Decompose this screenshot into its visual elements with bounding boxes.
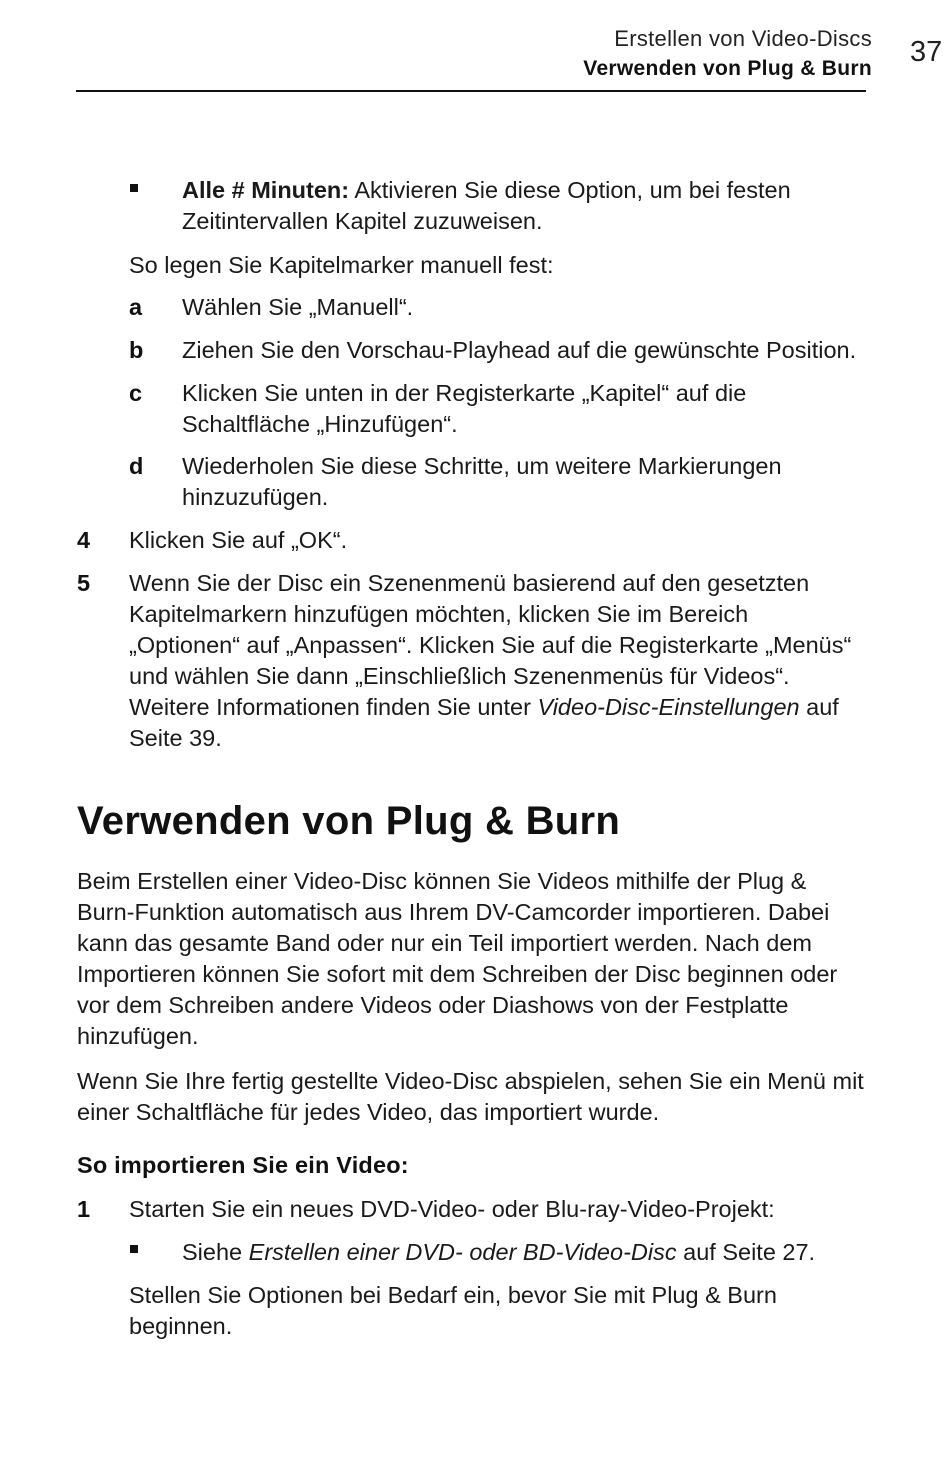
cross-reference-link[interactable]: Video-Disc-Einstellungen bbox=[537, 694, 800, 720]
step-line: Seite 39. bbox=[129, 725, 222, 751]
step-line: auf bbox=[799, 694, 839, 720]
substep-text bbox=[182, 451, 882, 513]
procedure-heading: So importieren Sie ein Video: bbox=[77, 1152, 409, 1178]
substep-text: Wählen Sie „Manuell“. bbox=[182, 294, 414, 320]
step-line: „Optionen“ auf „Anpassen“. Klicken Sie auf die Registerkarte „Menüs“ bbox=[129, 632, 852, 658]
substep-marker: b bbox=[129, 337, 144, 363]
substep-line: Klicken Sie unten in der Registerkarte „Kapitel“ auf die bbox=[182, 380, 747, 406]
header-section-title: Verwenden von Plug & Burn bbox=[583, 57, 872, 80]
step-number: 5 bbox=[77, 570, 91, 596]
paragraph-line: kann das gesamte Band oder nur ein Teil importiert werden. Nach dem bbox=[77, 930, 812, 956]
paragraph-line: Importieren können Sie sofort mit dem Schreiben der Disc beginnen oder bbox=[77, 961, 838, 987]
bullet-square-icon bbox=[130, 1245, 138, 1253]
closing-paragraph bbox=[129, 1280, 889, 1342]
substep-marker: a bbox=[129, 294, 143, 320]
step-line: Weitere Informationen finden Sie unter bbox=[129, 694, 538, 720]
substep-marker: d bbox=[129, 453, 144, 479]
page-number: 37 bbox=[910, 36, 943, 68]
substep-line: Wiederholen Sie diese Schritte, um weitere Markierungen bbox=[182, 453, 782, 479]
step-line: und wählen Sie dann „Einschließlich Szenenmenüs für Videos“. bbox=[129, 663, 790, 689]
running-header bbox=[583, 24, 872, 84]
step-number: 1 bbox=[77, 1196, 91, 1222]
option-term: Alle # Minuten: bbox=[182, 177, 350, 203]
intro-paragraph bbox=[77, 866, 877, 1052]
paragraph-line: Stellen Sie Optionen bei Bedarf ein, bevor Sie mit Plug & Burn bbox=[129, 1282, 777, 1308]
paragraph-line: Wenn Sie Ihre fertig gestellte Video-Disc abspielen, sehen Sie ein Menü mit bbox=[77, 1068, 864, 1094]
step-number: 4 bbox=[77, 527, 91, 553]
list-item-text: auf Seite 27. bbox=[676, 1239, 816, 1265]
paragraph-line: Burn-Funktion automatisch aus Ihrem DV-Camcorder importieren. Dabei bbox=[77, 899, 830, 925]
header-chapter-title: Erstellen von Video-Discs bbox=[614, 26, 872, 51]
substep-line: hinzuzufügen. bbox=[182, 484, 329, 510]
substep-line: Schaltfläche „Hinzufügen“. bbox=[182, 411, 458, 437]
section-title: Verwenden von Plug & Burn bbox=[77, 799, 621, 843]
manual-intro: So legen Sie Kapitelmarker manuell fest: bbox=[129, 252, 554, 278]
bullet-square-icon bbox=[130, 184, 138, 192]
paragraph-line: beginnen. bbox=[129, 1313, 233, 1339]
option-text: Zeitintervallen Kapitel zuzuweisen. bbox=[182, 208, 543, 234]
paragraph-line: hinzufügen. bbox=[77, 1023, 199, 1049]
paragraph-line: einer Schaltfläche für jedes Video, das importiert wurde. bbox=[77, 1099, 660, 1125]
option-text: Aktivieren Sie diese Option, um bei festen bbox=[349, 177, 791, 203]
list-item-text: Siehe bbox=[182, 1239, 249, 1265]
step-line: Kapitelmarkern hinzufügen möchten, klicken Sie im Bereich bbox=[129, 601, 749, 627]
cross-reference-link[interactable]: Erstellen einer DVD- oder BD-Video-Disc bbox=[248, 1239, 677, 1265]
header-rule bbox=[76, 90, 866, 92]
playback-paragraph bbox=[77, 1066, 887, 1128]
paragraph-line: vor dem Schreiben andere Videos oder Diashows von der Festplatte bbox=[77, 992, 789, 1018]
step-text: Klicken Sie auf „OK“. bbox=[129, 527, 348, 553]
list-item bbox=[182, 1237, 882, 1268]
step-text bbox=[129, 568, 889, 754]
substep-text bbox=[182, 378, 882, 440]
paragraph-line: Beim Erstellen einer Video-Disc können Sie Videos mithilfe der Plug & bbox=[77, 868, 807, 894]
step-line: Wenn Sie der Disc ein Szenenmenü basierend auf den gesetzten bbox=[129, 570, 810, 596]
substep-marker: c bbox=[129, 380, 143, 406]
list-item bbox=[182, 175, 872, 237]
substep-text: Ziehen Sie den Vorschau-Playhead auf die gewünschte Position. bbox=[182, 337, 857, 363]
step-text: Starten Sie ein neues DVD-Video- oder Blu-ray-Video-Projekt: bbox=[129, 1196, 775, 1222]
